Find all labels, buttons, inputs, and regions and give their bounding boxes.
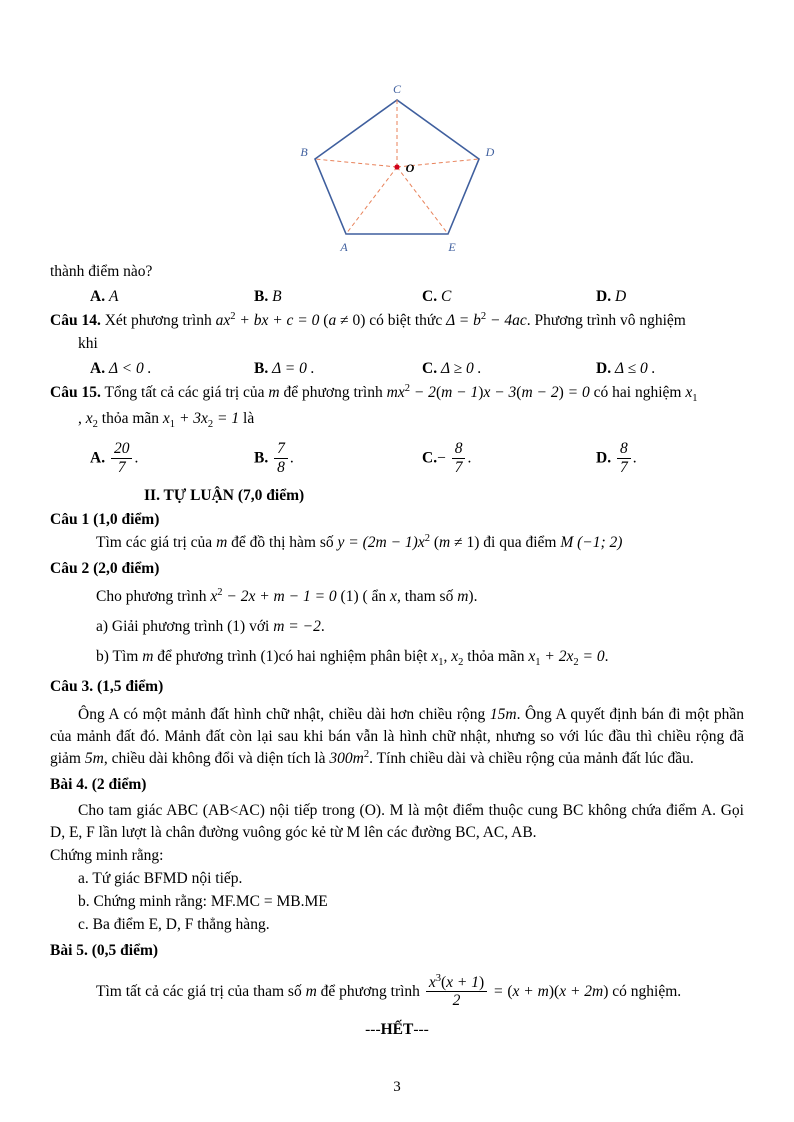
- cau2-b-tail: .: [604, 648, 609, 666]
- question-14-equation: $ax^2$ + bx + c = 0: [215, 311, 320, 330]
- cau1-point: M (−1; 2): [560, 534, 623, 552]
- question-15-text-2: để phương trình: [283, 384, 383, 402]
- question-15-x2: $x_2$: [85, 410, 98, 431]
- cau2-b-text-1: b) Tìm: [96, 648, 139, 666]
- section-title-essay: II. TỰ LUẬN (7,0 điểm): [144, 487, 305, 505]
- cau3-text-a: Ông A có một mảnh đất hình chữ nhật, chiều dài hơn chiều rộng: [78, 705, 486, 723]
- option-d-fraction: $\frac{8}{7}$: [617, 440, 631, 476]
- bai4-item-c: c. Ba điểm E, D, F thẳng hàng.: [78, 915, 270, 933]
- cau2-part-b: [50, 646, 744, 671]
- option-d[interactable]: D. D: [596, 288, 627, 305]
- option-c-minus: −: [437, 449, 446, 467]
- option-a[interactable]: A. $\frac{20}{7}$ .: [90, 440, 139, 476]
- cau2-a-text-2: với: [249, 618, 270, 636]
- cau2-a-number: (1): [227, 618, 246, 636]
- cau2-text-1: Cho phương trình: [96, 588, 207, 606]
- cau3-value-1: 15m: [489, 705, 517, 723]
- cau3-text-c: , chiều dài không đổi và diện tích là: [103, 749, 326, 767]
- cau1-text-3: đi qua điểm: [483, 534, 557, 552]
- center-dot: [394, 164, 399, 169]
- bai4-label: Bài 4. (2 điểm): [50, 775, 147, 793]
- question-15-var-m: m: [268, 384, 280, 402]
- cau1-equation: $y = (2m - 1)x^2$: [337, 533, 430, 552]
- question-15-text-3: có hai nghiệm: [593, 384, 682, 402]
- question-13-options: [50, 286, 744, 308]
- option-c[interactable]: C. C: [422, 288, 452, 305]
- end-dash-right: ---: [413, 1020, 429, 1038]
- question-14-text-3: . Phương trình vô nghiệm: [526, 312, 686, 330]
- option-c-fraction: $\frac{8}{7}$: [452, 440, 466, 476]
- cau2-b-number: (1): [260, 648, 279, 666]
- cau2-a-condition: m = −2: [273, 618, 321, 636]
- cau3-text-b: . Ông A quyết định bán đi một phần của mảnh đất đó. Mảnh đất còn lại sau khi bán vẫn là hình chữ nhật, nhưng so với lúc đầu thì chiều rộng đã giảm: [50, 705, 744, 767]
- end-word: HẾT: [380, 1020, 414, 1038]
- cau3-text-d: . Tính chiều dài và chiều rộng của mảnh đất lúc đầu.: [369, 749, 694, 767]
- question-14-label: Câu 14.: [50, 312, 101, 330]
- cau2-a-tail: .: [320, 618, 325, 636]
- option-a[interactable]: A. Δ < 0 .: [90, 360, 152, 378]
- option-b[interactable]: B. Δ = 0 .: [254, 360, 315, 378]
- question-14-delta: $\Delta = b^2 - 4ac$: [446, 311, 527, 330]
- cau2-part-a: [50, 616, 744, 638]
- cau1-body: [50, 532, 744, 554]
- bai5-text-1: Tìm tất cả các giá trị của tham số: [96, 982, 302, 1000]
- pentagon-svg: [292, 80, 502, 255]
- bai5-fraction-den: 2: [426, 991, 487, 1009]
- cau2-a-text-1: a) Giải phương trình: [96, 618, 224, 636]
- bai5-equation-rest: = (x + m)(x + 2m): [493, 982, 609, 1000]
- question-15-options: [50, 441, 744, 477]
- question-14: [50, 310, 744, 332]
- cau2-body: [50, 586, 744, 608]
- cau2-b-text-3: có hai nghiệm phân biệt: [278, 648, 428, 666]
- bai4-item-a: a. Tứ giác BFMD nội tiếp.: [78, 869, 243, 887]
- question-15-label: Câu 15.: [50, 384, 101, 402]
- cau2-b-condition: $x_1 + 2x_2 = 0$: [528, 648, 605, 669]
- cau1-text-2: để đồ thị hàm số: [231, 534, 334, 552]
- bai4-paragraph-1: Cho tam giác ABC (AB<AC) nội tiếp trong (O). M là một điểm thuộc cung BC không chứa điểm A. Gọi D, E, F lần lượt là chân đường vuông góc kẻ từ M lên các đường BC, AC, AB.: [50, 801, 744, 841]
- vertex-label-D: D: [485, 145, 495, 159]
- question-14-condition: (a ≠ 0): [323, 312, 366, 330]
- cau2-b-text-4: thỏa mãn: [467, 648, 525, 666]
- bai5-fraction-num: $x^3(x + 1)$: [428, 972, 485, 991]
- question-15-x1: $x_1$: [685, 384, 698, 405]
- cau2-b-x1: $x_1$: [431, 648, 444, 669]
- center-label-O: O: [405, 161, 415, 175]
- bai5-label: Bài 5. (0,5 điểm): [50, 941, 159, 959]
- cau3-value-2: 5m: [84, 749, 104, 767]
- option-d[interactable]: D. Δ ≤ 0 .: [596, 360, 656, 378]
- question-14-options: [50, 358, 744, 380]
- cau1-condition: (m ≠ 1): [433, 534, 480, 552]
- option-b[interactable]: B. $\frac{7}{8}$ .: [254, 440, 294, 476]
- cau2-text-3: , tham số: [396, 588, 454, 606]
- question-15-condition: $x_1 + 3x_2 = 1$: [162, 410, 240, 431]
- option-c[interactable]: C. Δ ≥ 0 .: [422, 360, 482, 378]
- option-b-fraction: $\frac{7}{8}$: [274, 440, 288, 476]
- bai5-var-m: m: [305, 982, 317, 1000]
- cau2-equation: $x^2 - 2x + m - 1 = 0$: [210, 587, 337, 606]
- question-15-comma: ,: [78, 410, 82, 428]
- cau1-text-1: Tìm các giá trị của: [96, 534, 213, 552]
- option-d[interactable]: D. $\frac{8}{7}$ .: [596, 440, 637, 476]
- cau2-text-2: ( ẩn: [362, 588, 387, 606]
- figure-pentagon: [50, 80, 744, 255]
- question-14-text-2: có biệt thức: [369, 312, 443, 330]
- cau3-value-3: $300m^2$: [329, 748, 370, 767]
- end-marker: [50, 1019, 744, 1041]
- cau2-b-var-m: m: [142, 648, 154, 666]
- question-14-text-4: khi: [78, 335, 98, 353]
- cau2-label: Câu 2 (2,0 điểm): [50, 560, 160, 578]
- cau2-var-x: x: [390, 588, 397, 606]
- bai5-fraction: [426, 973, 487, 1010]
- cau3-label: Câu 3. (1,5 điểm): [50, 677, 164, 695]
- option-b[interactable]: B. B: [254, 288, 282, 305]
- cau1-var-m: m: [216, 534, 228, 552]
- question-15-cont: [50, 408, 744, 433]
- vertex-label-C: C: [392, 82, 402, 96]
- cau3-body: [50, 704, 744, 770]
- question-13-stem-tail: thành điểm nào?: [50, 263, 153, 280]
- page-number: 3: [393, 1078, 401, 1095]
- option-a-fraction: $\frac{20}{7}$: [111, 440, 133, 476]
- cau2-text-4: ).: [468, 588, 478, 606]
- question-14-text-1: Xét phương trình: [104, 312, 212, 330]
- vertex-label-A: A: [340, 240, 348, 254]
- question-15: [50, 382, 744, 407]
- cau2-b-text-2: để phương trình: [157, 648, 257, 666]
- bai4-paragraph-2: Chứng minh rằng:: [50, 846, 164, 864]
- cau1-label: Câu 1 (1,0 điểm): [50, 511, 160, 529]
- option-a[interactable]: A. A: [90, 288, 119, 305]
- question-15-text-6: là: [243, 410, 255, 428]
- bai4-item-b: b. Chứng minh rằng: MF.MC = MB.ME: [78, 892, 328, 910]
- question-15-text-1: Tổng tất cả các giá trị của: [104, 384, 265, 402]
- end-dash-left: ---: [365, 1020, 381, 1038]
- vertex-label-E: E: [448, 240, 456, 254]
- bai5-body: [50, 974, 744, 1011]
- option-c[interactable]: C.− $\frac{8}{7}$ .: [422, 440, 472, 476]
- bai5-text-2: để phương trình: [320, 982, 420, 1000]
- bai5-text-3: có nghiệm.: [612, 982, 682, 1000]
- vertex-label-B: B: [300, 145, 308, 159]
- question-15-equation: $mx^2 - 2(m - 1)x - 3(m - 2) = 0$: [386, 383, 590, 402]
- cau2-b-x2: $x_2$: [451, 648, 464, 669]
- cau2-var-m: m: [457, 588, 469, 606]
- cau2-eq-number: (1): [340, 588, 359, 606]
- cau2-b-comma: ,: [443, 648, 448, 666]
- question-15-text-5: thỏa mãn: [101, 410, 160, 428]
